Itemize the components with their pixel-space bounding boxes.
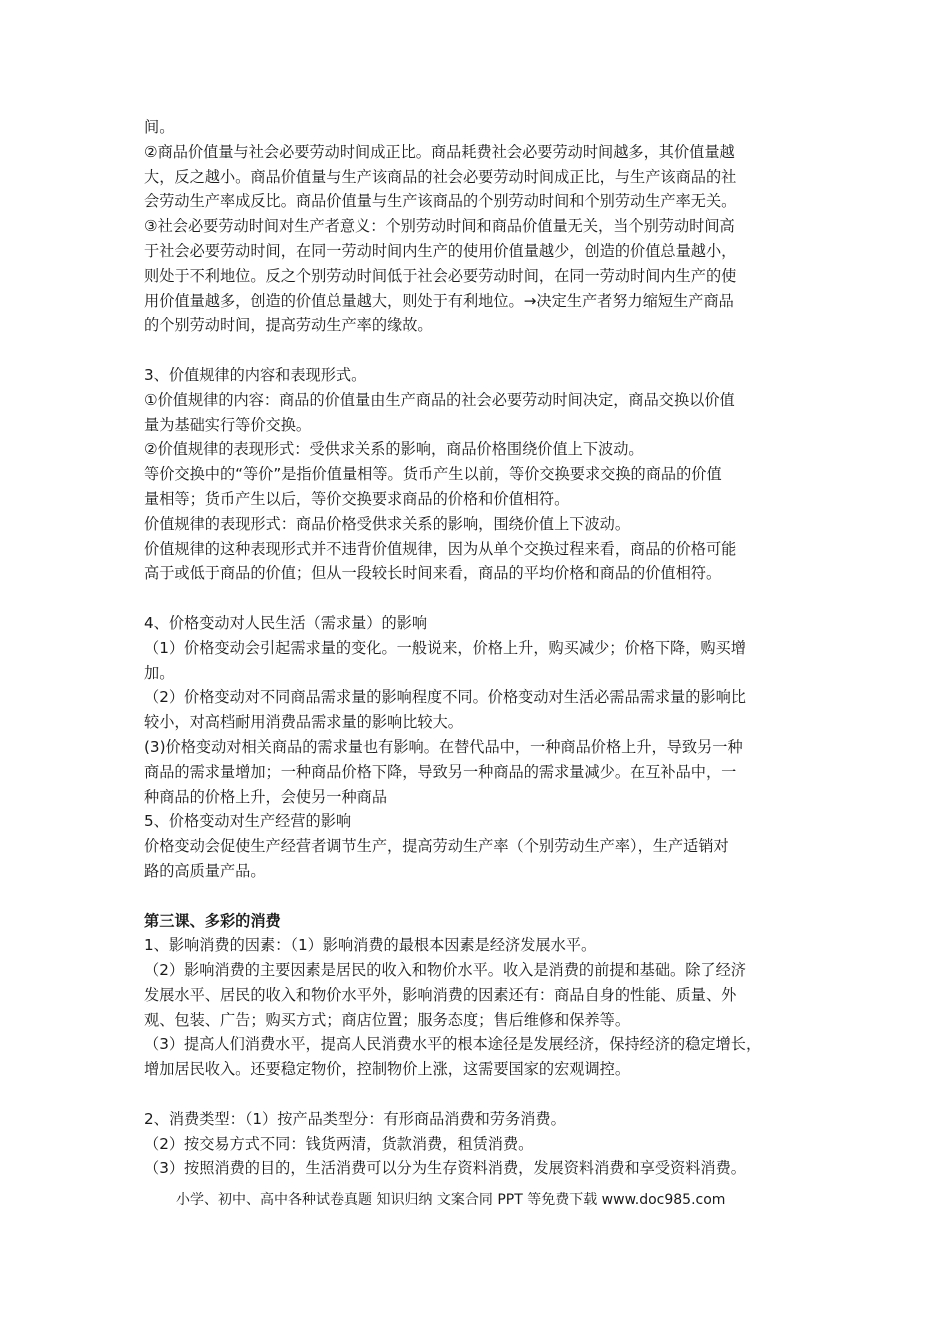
body-line: ②价值规律的表现形式：受供求关系的影响，商品价格围绕价值上下波动。	[144, 440, 644, 459]
body-line: 1、影响消费的因素：（1）影响消费的最根本因素是经济发展水平。	[144, 936, 597, 955]
body-line: （2）影响消费的主要因素是居民的收入和物价水平。收入是消费的前提和基础。除了经济	[144, 961, 746, 980]
body-line: (3)价格变动对相关商品的需求量也有影响。在替代品中，一种商品价格上升，导致另一种	[144, 737, 743, 756]
body-line: 则处于不利地位。反之个别劳动时间低于社会必要劳动时间，在同一劳动时间内生产的使	[144, 266, 737, 285]
page-footer: 小学、初中、高中各种试卷真题 知识归纳 文案合同 PPT 等免费下载 www.doc985.com	[176, 1192, 726, 1208]
blank-line	[144, 586, 814, 611]
body-line: 增加居民收入。还要稳定物价，控制物价上涨，这需要国家的宏观调控。	[144, 1060, 630, 1079]
body-line: 量相等；货币产生以后，等价交换要求商品的价格和价值相符。	[144, 489, 570, 508]
body-line: 量为基础实行等价交换。	[144, 415, 312, 434]
blank-line	[144, 884, 814, 909]
body-line: ②商品价值量与社会必要劳动时间成正比。商品耗费社会必要劳动时间越多，其价值量越	[144, 142, 735, 161]
body-line: 种商品的价格上升，会使另一种商品	[144, 787, 387, 806]
body-line: 用价值量越多，创造的价值总量越大，则处于有利地位。→决定生产者努力缩短生产商品	[144, 291, 734, 310]
body-line: （3）提高人们消费水平，提高人民消费水平的根本途径是发展经济，保持经济的稳定增长，	[144, 1035, 762, 1054]
section-heading: 3、价值规律的内容和表现形式。	[144, 365, 367, 384]
body-line: 高于或低于商品的价值；但从一段较长时间来看，商品的平均价格和商品的价值相符。	[144, 564, 722, 583]
body-line: 较小，对高档耐用消费品需求量的影响比较大。	[144, 713, 463, 732]
body-line: 路的高质量产品。	[144, 861, 266, 880]
body-line: 会劳动生产率成反比。商品价值量与生产该商品的个别劳动时间和个别劳动生产率无关。	[144, 192, 737, 211]
body-line: 加。	[144, 663, 175, 682]
body-line: 于社会必要劳动时间，在同一劳动时间内生产的使用价值量越少，创造的价值总量越小，	[144, 241, 737, 260]
section-heading: 5、价格变动对生产经营的影响	[144, 812, 352, 831]
lesson-title: 第三课、多彩的消费	[144, 911, 281, 930]
body-line: 价值规律的这种表现形式并不违背价值规律，因为从单个交换过程来看，商品的价格可能	[144, 539, 737, 558]
body-line: ③社会必要劳动时间对生产者意义：个别劳动时间和商品价值量无关，当个别劳动时间高	[144, 217, 735, 236]
body-line: 价格变动会促使生产经营者调节生产，提高劳动生产率（个别劳动生产率），生产适销对	[144, 837, 729, 856]
body-line: （2）价格变动对不同商品需求量的影响程度不同。价格变动对生活必需品需求量的影响比	[144, 688, 746, 707]
body-line: 间。	[144, 118, 175, 136]
body-line: 等价交换中的“等价”是指价值量相等。货币产生以前，等价交换要求交换的商品的价值	[144, 465, 722, 484]
body-line: （2）按交易方式不同：钱货两清，货款消费，租赁消费。	[144, 1134, 534, 1153]
body-line: 价值规律的表现形式：商品价格受供求关系的影响，围绕价值上下波动。	[144, 514, 630, 533]
blank-line	[144, 338, 814, 363]
document-body	[144, 115, 814, 1181]
body-line: 观、包装、广告；购买方式；商店位置；服务态度；售后维修和保养等。	[144, 1010, 630, 1029]
body-line: （3）按照消费的目的，生活消费可以分为生存资料消费，发展资料消费和享受资料消费。	[144, 1159, 746, 1178]
body-line: 商品的需求量增加；一种商品价格下降，导致另一种商品的需求量减少。在互补品中，一	[144, 762, 737, 781]
body-line: ①价值规律的内容：商品的价值量由生产商品的社会必要劳动时间决定，商品交换以价值	[144, 390, 735, 409]
body-line: 2、消费类型：（1）按产品类型分：有形商品消费和劳务消费。	[144, 1109, 566, 1128]
section-heading: 4、价格变动对人民生活（需求量）的影响	[144, 613, 428, 632]
body-line: （1）价格变动会引起需求量的变化。一般说来，价格上升，购买减少；价格下降，购买增	[144, 638, 746, 657]
body-line: 大，反之越小。商品价值量与生产该商品的社会必要劳动时间成正比，与生产该商品的社	[144, 167, 737, 186]
blank-line	[144, 1082, 814, 1107]
body-line: 发展水平、居民的收入和物价水平外，影响消费的因素还有：商品自身的性能、质量、外	[144, 985, 737, 1004]
body-line: 的个别劳动时间，提高劳动生产率的缘故。	[144, 316, 433, 335]
